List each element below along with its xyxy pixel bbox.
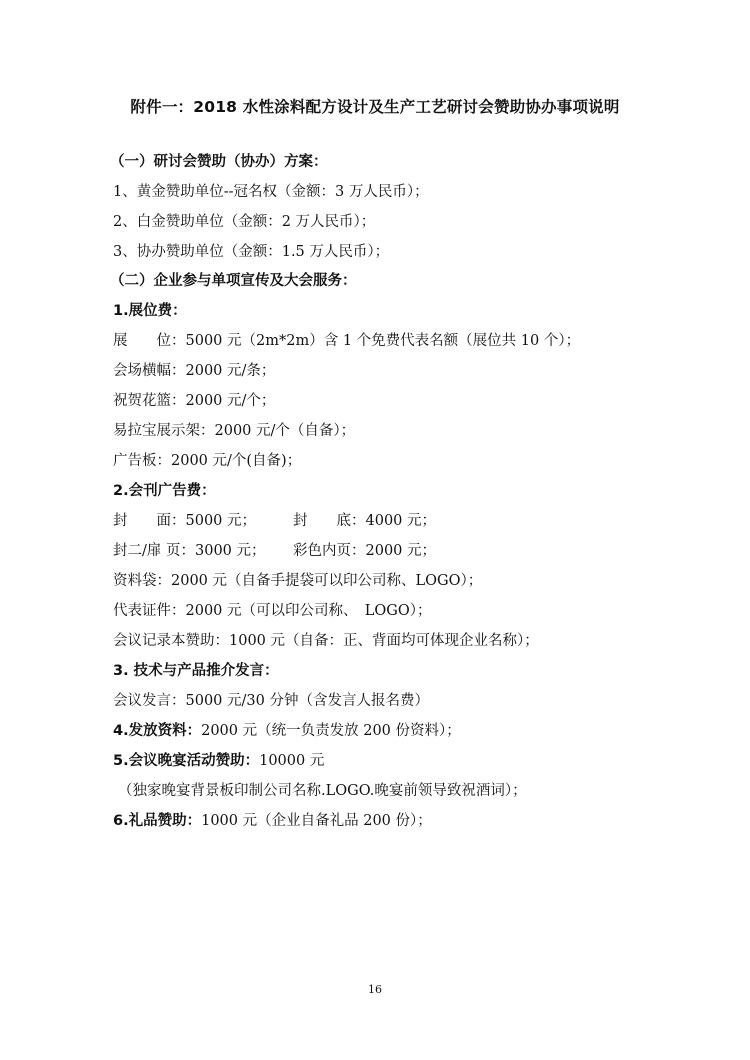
sponsor-platinum: 2、白金赞助单位（金额：2 万人民币）；	[113, 214, 376, 230]
sponsor-co-organizer: 3、协办赞助单位（金额：1.5 万人民币）；	[113, 244, 390, 260]
speech-line: 会议发言：5000 元/30 分钟（含发言人报名费）	[113, 693, 429, 709]
ads-badge: 代表证件：2000 元（可以印公司称、 LOGO）；	[113, 603, 432, 619]
ads-color-page: 彩色内页：2000 元；	[293, 543, 437, 559]
ads-back-cover: 封 底：4000 元；	[293, 513, 437, 529]
gift-line	[113, 811, 432, 831]
dinner-note: （独家晚宴背景板印制公司名称.LOGO.晚宴前领导致祝酒词）；	[118, 783, 527, 799]
booth-line-banner: 会场横幅：2000 元/条；	[113, 363, 276, 379]
speech-heading: 3. 技术与产品推介发言：	[113, 663, 279, 679]
dinner-heading: 5.会议晚宴活动赞助：	[113, 753, 260, 769]
materials-heading: 4.发放资料：	[113, 723, 202, 739]
gift-heading: 6.礼品赞助：	[113, 813, 202, 829]
section1-heading: （一）研讨会赞助（协办）方案：	[110, 154, 328, 170]
ads-heading: 2.会刊广告费：	[113, 483, 216, 499]
gift-text: 1000 元（企业自备礼品 200 份）；	[201, 813, 432, 829]
booth-line-rollup: 易拉宝展示架：2000 元/个（自备）；	[113, 423, 356, 439]
page-number: 16	[368, 983, 382, 996]
document-title: 附件一：2018 水性涂料配方设计及生产工艺研讨会赞助协办事项说明	[130, 98, 620, 116]
ads-notebook: 会议记录本赞助：1000 元（自备：正、背面均可体现企业名称）；	[113, 633, 539, 649]
ads-material-bag: 资料袋：2000 元（自备手提袋可以印公司称、LOGO）；	[113, 573, 483, 589]
dinner-text: 10000 元	[259, 753, 325, 769]
dinner-line	[113, 751, 324, 771]
booth-line-booth: 展 位：5000 元（2m*2m）含 1 个免费代表名额（展位共 10 个）；	[113, 333, 581, 349]
ads-cover: 封 面：5000 元；	[113, 513, 257, 529]
ads-inner-cover: 封二/扉 页：3000 元；	[113, 543, 266, 559]
materials-text: 2000 元（统一负责发放 200 份资料）；	[201, 723, 461, 739]
sponsor-gold: 1、黄金赞助单位--冠名权（金额：3 万人民币）；	[113, 184, 429, 200]
materials-line	[113, 721, 461, 741]
booth-heading: 1.展位费：	[113, 303, 187, 319]
booth-line-flowers: 祝贺花篮：2000 元/个；	[113, 393, 276, 409]
section2-heading: （二）企业参与单项宣传及大会服务：	[110, 273, 357, 289]
booth-line-board: 广告板：2000 元/个(自备)；	[113, 453, 302, 469]
